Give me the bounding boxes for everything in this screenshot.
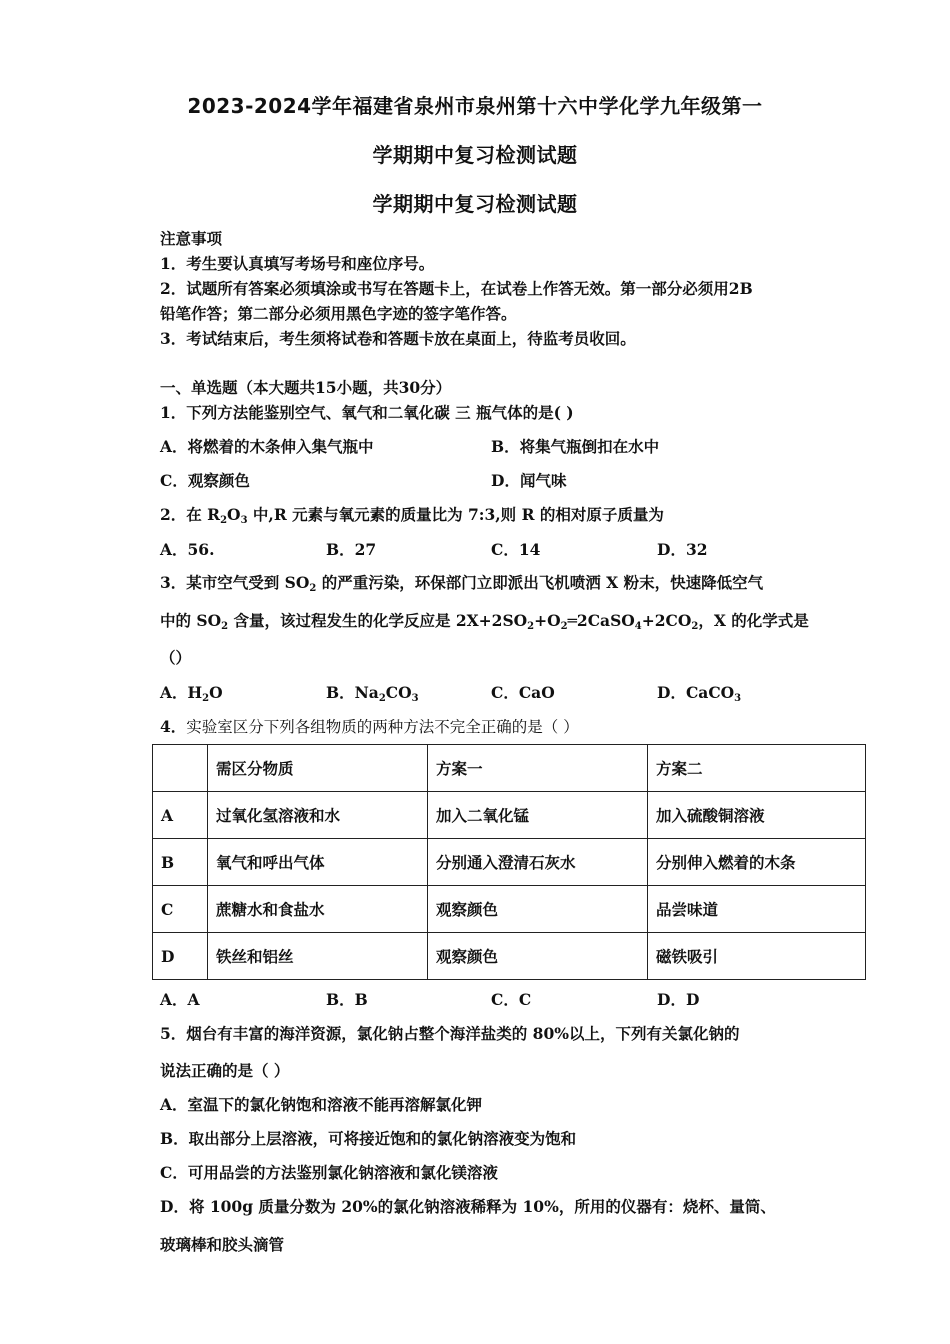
q4-table-row bbox=[153, 933, 866, 980]
q4-table bbox=[152, 744, 866, 980]
q2-stem: 2．在 $R_2O_3$ 中,R 元素与氧元素的质量比为 7:3,则 R 的相对原子质量为 bbox=[160, 505, 664, 526]
q1-stem: 1．下列方法能鉴别空气、氧气和二氧化碳 三 瓶气体的是( ) bbox=[160, 403, 574, 422]
q4-cell: 加入二氧化锰 bbox=[428, 792, 648, 839]
q4-cell: 品尝味道 bbox=[648, 886, 866, 933]
section-heading: 一、单选题（本大题共15小题，共30分） bbox=[160, 378, 452, 397]
q4-option-c: C．C bbox=[491, 990, 532, 1009]
q2-option-a: A．56. bbox=[160, 540, 215, 559]
q4-table-row bbox=[153, 839, 866, 886]
q3-option-c: C．CaO bbox=[491, 683, 555, 702]
q3-stem-line1: 3．某市空气受到 $SO_2$ 的严重污染，环保部门立即派出飞机喷洒 X 粉末，快速降低空气 bbox=[160, 573, 764, 594]
q1-option-d: D．闻气味 bbox=[491, 471, 567, 490]
q3-stem-line2: 中的 $SO_2$ 含量，该过程发生的化学反应是 $2X+2SO_2+O_2═2CaSO_4+2CO_2$，X 的化学式是 bbox=[160, 611, 809, 632]
q4-cell: 过氧化氢溶液和水 bbox=[208, 792, 428, 839]
q4-header-cell: 方案一 bbox=[428, 745, 648, 792]
q4-option-b: B．B bbox=[326, 990, 368, 1009]
q2-option-b: B．27 bbox=[326, 540, 377, 559]
q4-table-row bbox=[153, 792, 866, 839]
q4-cell: 蔗糖水和食盐水 bbox=[208, 886, 428, 933]
exam-title-line2: 学期期中复习检测试题 bbox=[372, 143, 578, 167]
q3-stem-line3: （） bbox=[160, 648, 192, 667]
q4-header-cell bbox=[153, 745, 208, 792]
q4-cell: C bbox=[153, 886, 208, 933]
notice-item-2b: 铅笔作答；第二部分必须用黑色字迹的签字笔作答。 bbox=[160, 304, 517, 323]
notice-item-2a: 2．试题所有答案必须填涂或书写在答题卡上，在试卷上作答无效。第一部分必须用2B bbox=[160, 279, 753, 298]
q3-option-d: D．CaCO$_3$ bbox=[657, 683, 742, 704]
q5-stem-line2: 说法正确的是（ ） bbox=[160, 1061, 290, 1080]
q5-stem-line1: 5．烟台有丰富的海洋资源，氯化钠占整个海洋盐类的 80%以上，下列有关氯化钠的 bbox=[160, 1024, 740, 1043]
notice-heading: 注意事项 bbox=[160, 229, 223, 248]
q5-option-d-line1: D．将 100g 质量分数为 20%的氯化钠溶液稀释为 10%，所用的仪器有：烧杯、量筒、 bbox=[160, 1197, 776, 1216]
q1-option-a: A．将燃着的木条伸入集气瓶中 bbox=[160, 437, 374, 456]
q4-cell: D bbox=[153, 933, 208, 980]
q4-header-cell: 方案二 bbox=[648, 745, 866, 792]
q5-option-b: B．取出部分上层溶液，可将接近饱和的氯化钠溶液变为饱和 bbox=[160, 1129, 577, 1148]
q3-option-b: B．$Na_2CO_3$ bbox=[326, 683, 419, 704]
q1-option-b: B．将集气瓶倒扣在水中 bbox=[491, 437, 660, 456]
q4-cell: 氧气和呼出气体 bbox=[208, 839, 428, 886]
q3-option-a: A．$H_2O$ bbox=[160, 683, 223, 704]
q4-cell: 铁丝和铝丝 bbox=[208, 933, 428, 980]
q4-option-a: A．A bbox=[160, 990, 200, 1009]
exam-title-line1: 2023-2024学年福建省泉州市泉州第十六中学化学九年级第一 bbox=[187, 94, 763, 118]
q4-cell: 加入硫酸铜溶液 bbox=[648, 792, 866, 839]
q2-option-c: C．14 bbox=[491, 540, 541, 559]
q4-option-d: D．D bbox=[657, 990, 700, 1009]
notice-item-1: 1．考生要认真填写考场号和座位序号。 bbox=[160, 254, 435, 273]
q4-cell: 分别伸入燃着的木条 bbox=[648, 839, 866, 886]
q5-option-d-line2: 玻璃棒和胶头滴管 bbox=[160, 1235, 285, 1254]
q5-option-a: A．室温下的氯化钠饱和溶液不能再溶解氯化钾 bbox=[160, 1095, 483, 1114]
q4-cell: 磁铁吸引 bbox=[648, 933, 866, 980]
q1-option-c: C．观察颜色 bbox=[160, 471, 250, 490]
q4-cell: A bbox=[153, 792, 208, 839]
q4-cell: 观察颜色 bbox=[428, 933, 648, 980]
q4-cell: B bbox=[153, 839, 208, 886]
notice-item-3: 3．考试结束后，考生须将试卷和答题卡放在桌面上，待监考员收回。 bbox=[160, 329, 636, 348]
q4-header-cell: 需区分物质 bbox=[208, 745, 428, 792]
q4-cell: 观察颜色 bbox=[428, 886, 648, 933]
q4-table-header-row bbox=[153, 745, 866, 792]
q5-option-c: C．可用品尝的方法鉴别氯化钠溶液和氯化镁溶液 bbox=[160, 1163, 498, 1182]
q4-cell: 分别通入澄清石灰水 bbox=[428, 839, 648, 886]
q4-table-row bbox=[153, 886, 866, 933]
exam-title-line3: 学期期中复习检测试题 bbox=[372, 192, 578, 216]
q4-stem: 4．实验室区分下列各组物质的两种方法不完全正确的是（ ） bbox=[160, 717, 579, 736]
q2-option-d: D．32 bbox=[657, 540, 708, 559]
